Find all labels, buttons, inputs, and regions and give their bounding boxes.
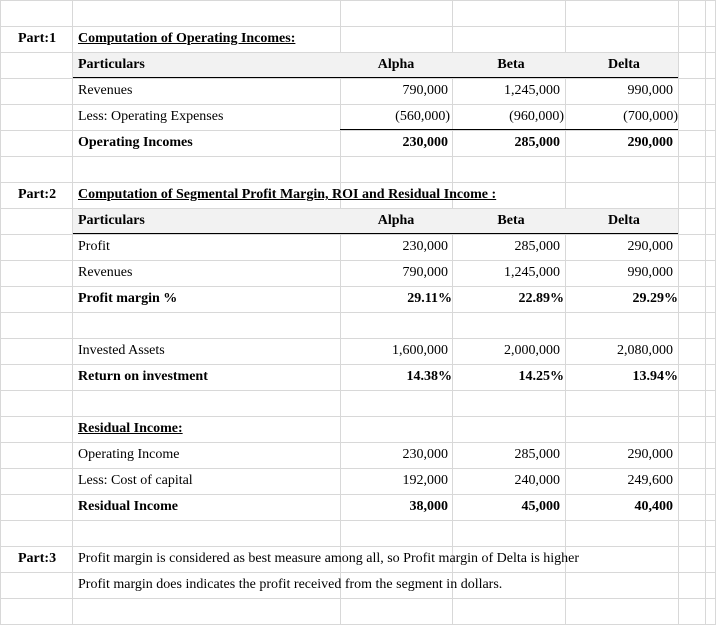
coc-label: Less: Cost of capital: [78, 473, 193, 488]
part2-title: Computation of Segmental Profit Margin, ROI and Residual Income :: [78, 187, 497, 202]
part1-title: Computation of Operating Incomes:: [78, 31, 296, 46]
opinc-alpha: 230,000: [402, 447, 448, 462]
roi-alpha: 14.38%: [406, 369, 452, 384]
part2-header-delta: Delta: [608, 213, 640, 228]
part1-row-label: Less: Operating Expenses: [78, 109, 224, 124]
revenues-alpha: 790,000: [402, 265, 448, 280]
profit-delta: 290,000: [627, 239, 673, 254]
profit-beta: 285,000: [514, 239, 560, 254]
revenues-label: Revenues: [78, 265, 133, 280]
part1-header-particulars: Particulars: [78, 57, 145, 72]
part1-total-label: Operating Incomes: [78, 135, 193, 150]
ri-alpha: 38,000: [409, 499, 448, 514]
part1-total-beta: 285,000: [514, 135, 560, 150]
part1-label: Part:1: [18, 31, 57, 46]
part2-label: Part:2: [18, 187, 57, 202]
part1-total-alpha: 230,000: [402, 135, 448, 150]
part3-line-2: Profit margin does indicates the profit received from the segment in dollars.: [78, 577, 503, 592]
invested-alpha: 1,600,000: [392, 343, 448, 358]
profit-label: Profit: [78, 239, 110, 254]
part1-row-alpha: 790,000: [402, 83, 448, 98]
part1-row-delta: 990,000: [627, 83, 673, 98]
margin-beta: 22.89%: [518, 291, 564, 306]
coc-beta: 240,000: [514, 473, 560, 488]
part1-header-alpha: Alpha: [377, 57, 415, 72]
margin-delta: 29.29%: [632, 291, 678, 306]
part1-row-alpha: (560,000): [395, 109, 450, 124]
coc-alpha: 192,000: [402, 473, 448, 488]
invested-label: Invested Assets: [78, 343, 165, 358]
part1-row-delta: (700,000): [623, 109, 678, 124]
part1-row-beta: (960,000): [509, 109, 564, 124]
profit-alpha: 230,000: [402, 239, 448, 254]
ri-label: Residual Income: [78, 499, 178, 514]
roi-delta: 13.94%: [632, 369, 678, 384]
part1-header-beta: Beta: [497, 57, 525, 72]
revenues-delta: 990,000: [627, 265, 673, 280]
roi-label: Return on investment: [78, 369, 208, 384]
ri-beta: 45,000: [521, 499, 560, 514]
revenues-beta: 1,245,000: [504, 265, 560, 280]
opinc-delta: 290,000: [627, 447, 673, 462]
residual-income-title: Residual Income:: [78, 421, 183, 436]
part1-total-delta: 290,000: [627, 135, 673, 150]
opinc-label: Operating Income: [78, 447, 180, 462]
part2-header-alpha: Alpha: [377, 213, 415, 228]
part2-header-beta: Beta: [497, 213, 525, 228]
part3-label: Part:3: [18, 551, 57, 566]
invested-delta: 2,080,000: [617, 343, 673, 358]
part1-row-beta: 1,245,000: [504, 83, 560, 98]
coc-delta: 249,600: [627, 473, 673, 488]
opinc-beta: 285,000: [514, 447, 560, 462]
part1-header-delta: Delta: [608, 57, 640, 72]
margin-alpha: 29.11%: [407, 291, 452, 306]
margin-label: Profit margin %: [78, 291, 178, 306]
part1-row-label: Revenues: [78, 83, 133, 98]
part2-header-particulars: Particulars: [78, 213, 145, 228]
roi-beta: 14.25%: [518, 369, 564, 384]
part3-line-1: Profit margin is considered as best measure among all, so Profit margin of Delta is higher: [78, 551, 580, 566]
invested-beta: 2,000,000: [504, 343, 560, 358]
ri-delta: 40,400: [634, 499, 673, 514]
